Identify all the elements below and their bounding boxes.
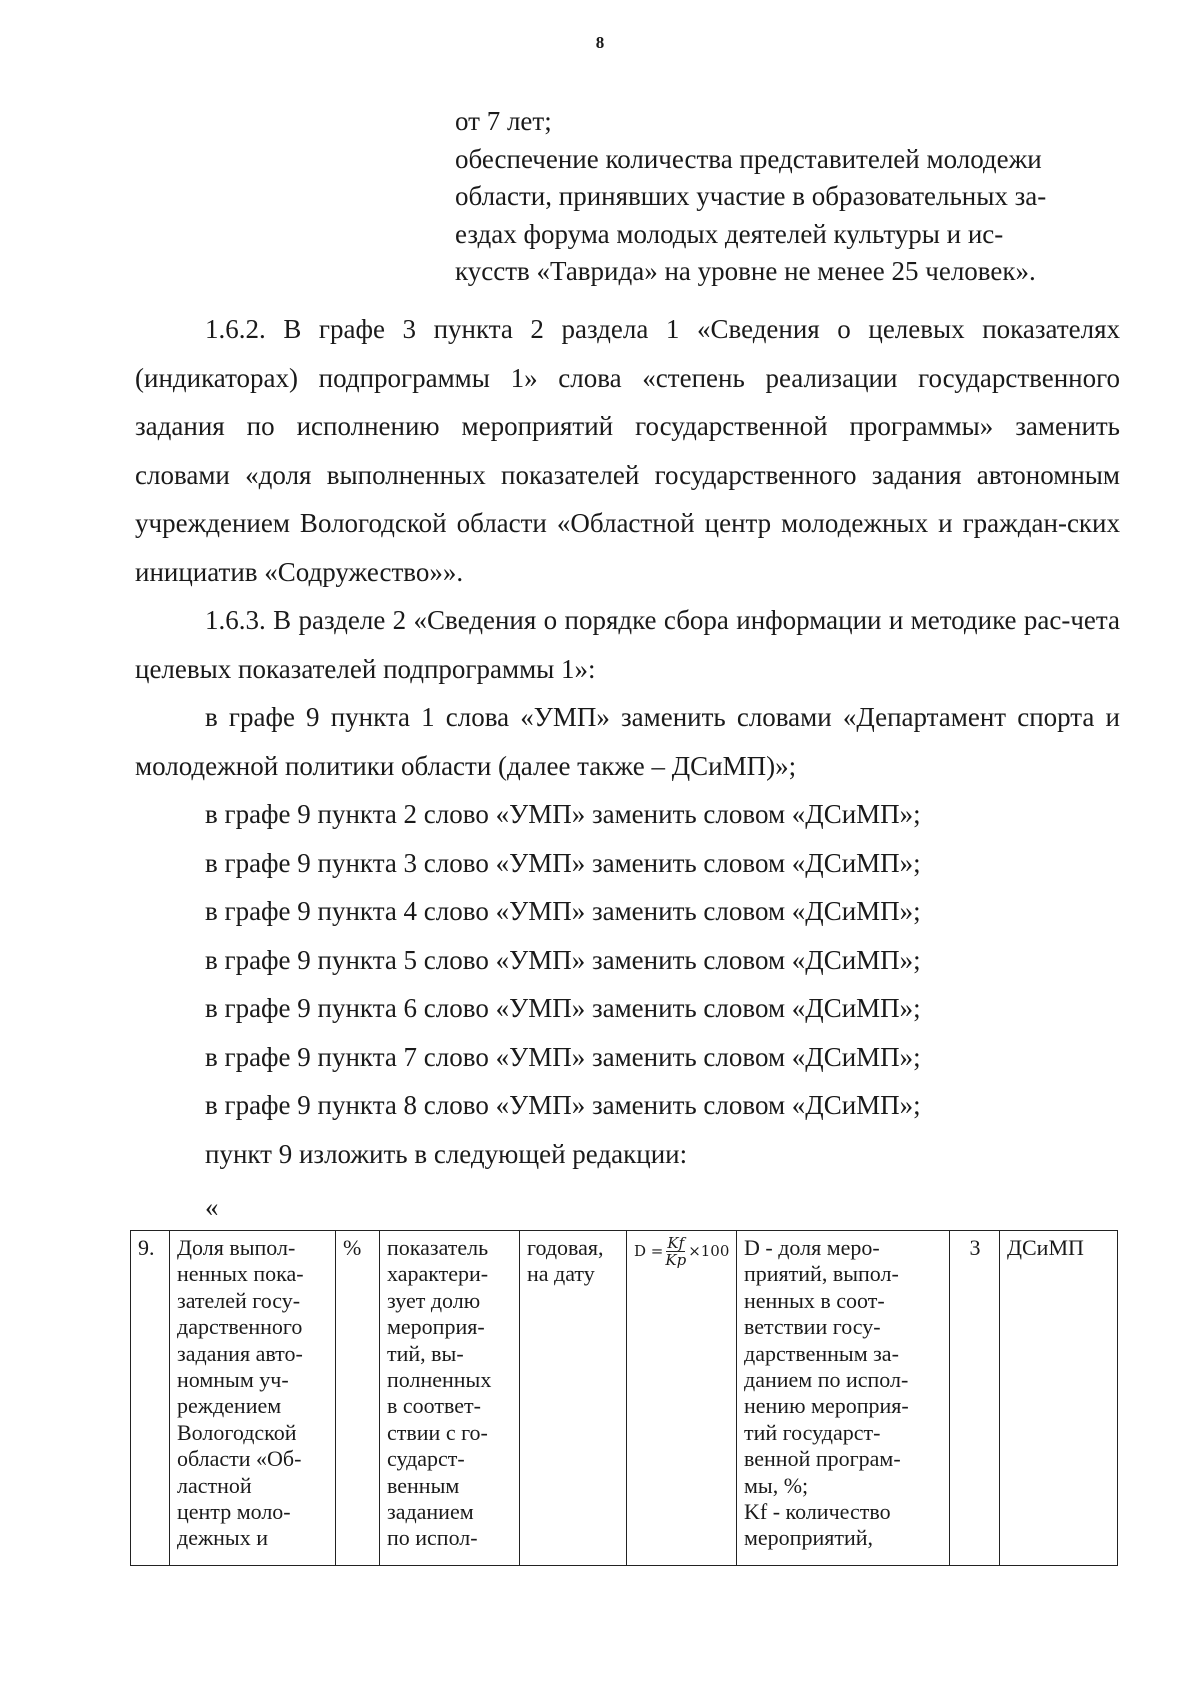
opening-quote: «	[205, 1192, 219, 1222]
replacement-item: в графе 9 пункта 2 слово «УМП» заменить словом «ДСиМП»;	[205, 799, 921, 829]
row-number: 9.	[138, 1235, 155, 1260]
replacement-item: в графе 9 пункта 7 слово «УМП» заменить словом «ДСиМП»;	[205, 1041, 921, 1072]
name-line: Доля выпол-	[177, 1235, 296, 1260]
name-line: Вологодской	[177, 1419, 297, 1445]
page-number: 8	[595, 33, 605, 52]
definition-line: по испол-	[387, 1525, 478, 1551]
intro-line: обеспечение количества представителей молодежи	[455, 143, 1042, 174]
cell-definition	[380, 1231, 520, 1566]
legend-line: мы, %;	[744, 1472, 809, 1498]
formula-multiplier: ×100	[688, 1242, 730, 1261]
cell-indicator-name	[170, 1231, 336, 1566]
name-line: зателей госу-	[177, 1287, 301, 1313]
formula-fraction	[665, 1235, 686, 1268]
name-line: номным уч-	[177, 1367, 289, 1393]
replacement-item: в графе 9 пункта 5 слово «УМП» заменить словом «ДСиМП»;	[205, 944, 921, 975]
legend-line: приятий, выпол-	[744, 1261, 899, 1287]
name-line: дежных и	[177, 1525, 268, 1551]
legend-line: дарственным за-	[744, 1340, 899, 1366]
intro-line: области, принявших участие в образовательных за-	[455, 181, 1047, 211]
paragraph-1-6-3: 1.6.3. В разделе 2 «Сведения о порядке сбора информации и методике рас-чета целевых показателей подпрограммы 1»:	[135, 605, 1120, 684]
definition-line: в соответ-	[387, 1393, 481, 1419]
definition-line: сударст-	[387, 1446, 465, 1472]
period-line: годовая,	[527, 1235, 604, 1260]
replacement-item: в графе 9 пункта 3 слово «УМП» заменить словом «ДСиМП»;	[205, 847, 921, 878]
table-row	[131, 1231, 1118, 1566]
cell-unit	[336, 1231, 380, 1566]
item-1-change: в графе 9 пункта 1 слова «УМП» заменить словами «Департамент спорта и молодежной политики области (далее также – ДСиМП)»;	[135, 702, 1120, 781]
legend-line: Kf - количество	[744, 1499, 891, 1525]
replacement-item: в графе 9 пункта 4 слово «УМП» заменить словом «ДСиМП»;	[205, 896, 921, 926]
paragraph-1-6-2: 1.6.2. В графе 3 пункта 2 раздела 1 «Сведения о целевых показателях (индикаторах) подпрограммы 1» слова «степень реализации государственного задания по исполнению мероприятий государственной программы» заменить словами «доля выполненных показателей государственного задания автономным учреждением Вологодской области «Областной центр молодежных и граждан-ских инициатив «Содружество»».	[135, 314, 1120, 587]
replacement-item: в графе 9 пункта 8 слово «УМП» заменить словом «ДСиМП»;	[205, 1090, 921, 1120]
method-value: 3	[969, 1235, 981, 1260]
legend-line: D - доля меро-	[744, 1235, 880, 1260]
definition-line: венным	[387, 1472, 460, 1498]
legend-line: ненных в соот-	[744, 1287, 885, 1313]
name-line: центр моло-	[177, 1499, 291, 1525]
definition-line: мероприя-	[387, 1314, 485, 1340]
cell-formula	[627, 1231, 737, 1566]
formula-denominator: Kp	[665, 1251, 687, 1269]
definition-line: зует долю	[387, 1287, 481, 1313]
period-line: на дату	[527, 1261, 595, 1287]
intro-block	[455, 103, 1095, 291]
name-line: ненных пока-	[177, 1261, 304, 1287]
legend-line: данием по испол-	[744, 1367, 909, 1393]
definition-line: заданием	[387, 1499, 474, 1525]
intro-line: от 7 лет;	[455, 106, 552, 136]
definition-line: тий, вы-	[387, 1340, 464, 1366]
legend-line: ветствии госу-	[744, 1314, 881, 1340]
cell-method	[950, 1231, 1000, 1566]
unit-value: %	[343, 1235, 362, 1260]
definition-line: ствии с го-	[387, 1419, 488, 1445]
formula	[634, 1235, 729, 1268]
intro-line: ездах форума молодых деятелей культуры и ис-	[455, 218, 1004, 249]
cell-responsible	[1000, 1231, 1118, 1566]
cell-legend	[737, 1231, 950, 1566]
definition-line: полненных	[387, 1367, 492, 1393]
legend-line: нению мероприя-	[744, 1393, 909, 1419]
definition-line: характери-	[387, 1261, 489, 1287]
definition-line: показатель	[387, 1235, 489, 1260]
formula-numerator: Kf	[667, 1234, 685, 1252]
responsible-value: ДСиМП	[1007, 1235, 1084, 1260]
name-line: дарственного	[177, 1314, 303, 1340]
legend-line: венной програм-	[744, 1446, 901, 1472]
name-line: области «Об-	[177, 1446, 302, 1472]
legend-line: тий государст-	[744, 1419, 881, 1445]
name-line: задания авто-	[177, 1340, 303, 1366]
cell-period	[520, 1231, 627, 1566]
formula-lhs: D =	[634, 1242, 664, 1261]
cell-number	[131, 1231, 170, 1566]
name-line: реждением	[177, 1393, 282, 1419]
item-9-intro: пункт 9 изложить в следующей редакции:	[205, 1138, 688, 1169]
indicator-table	[130, 1230, 1118, 1566]
legend-line: мероприятий,	[744, 1525, 874, 1551]
name-line: ластной	[177, 1472, 252, 1498]
replacement-item: в графе 9 пункта 6 слово «УМП» заменить словом «ДСиМП»;	[205, 993, 921, 1023]
document-body	[135, 305, 1120, 1178]
intro-line: кусств «Таврида» на уровне не менее 25 человек».	[455, 256, 1036, 286]
